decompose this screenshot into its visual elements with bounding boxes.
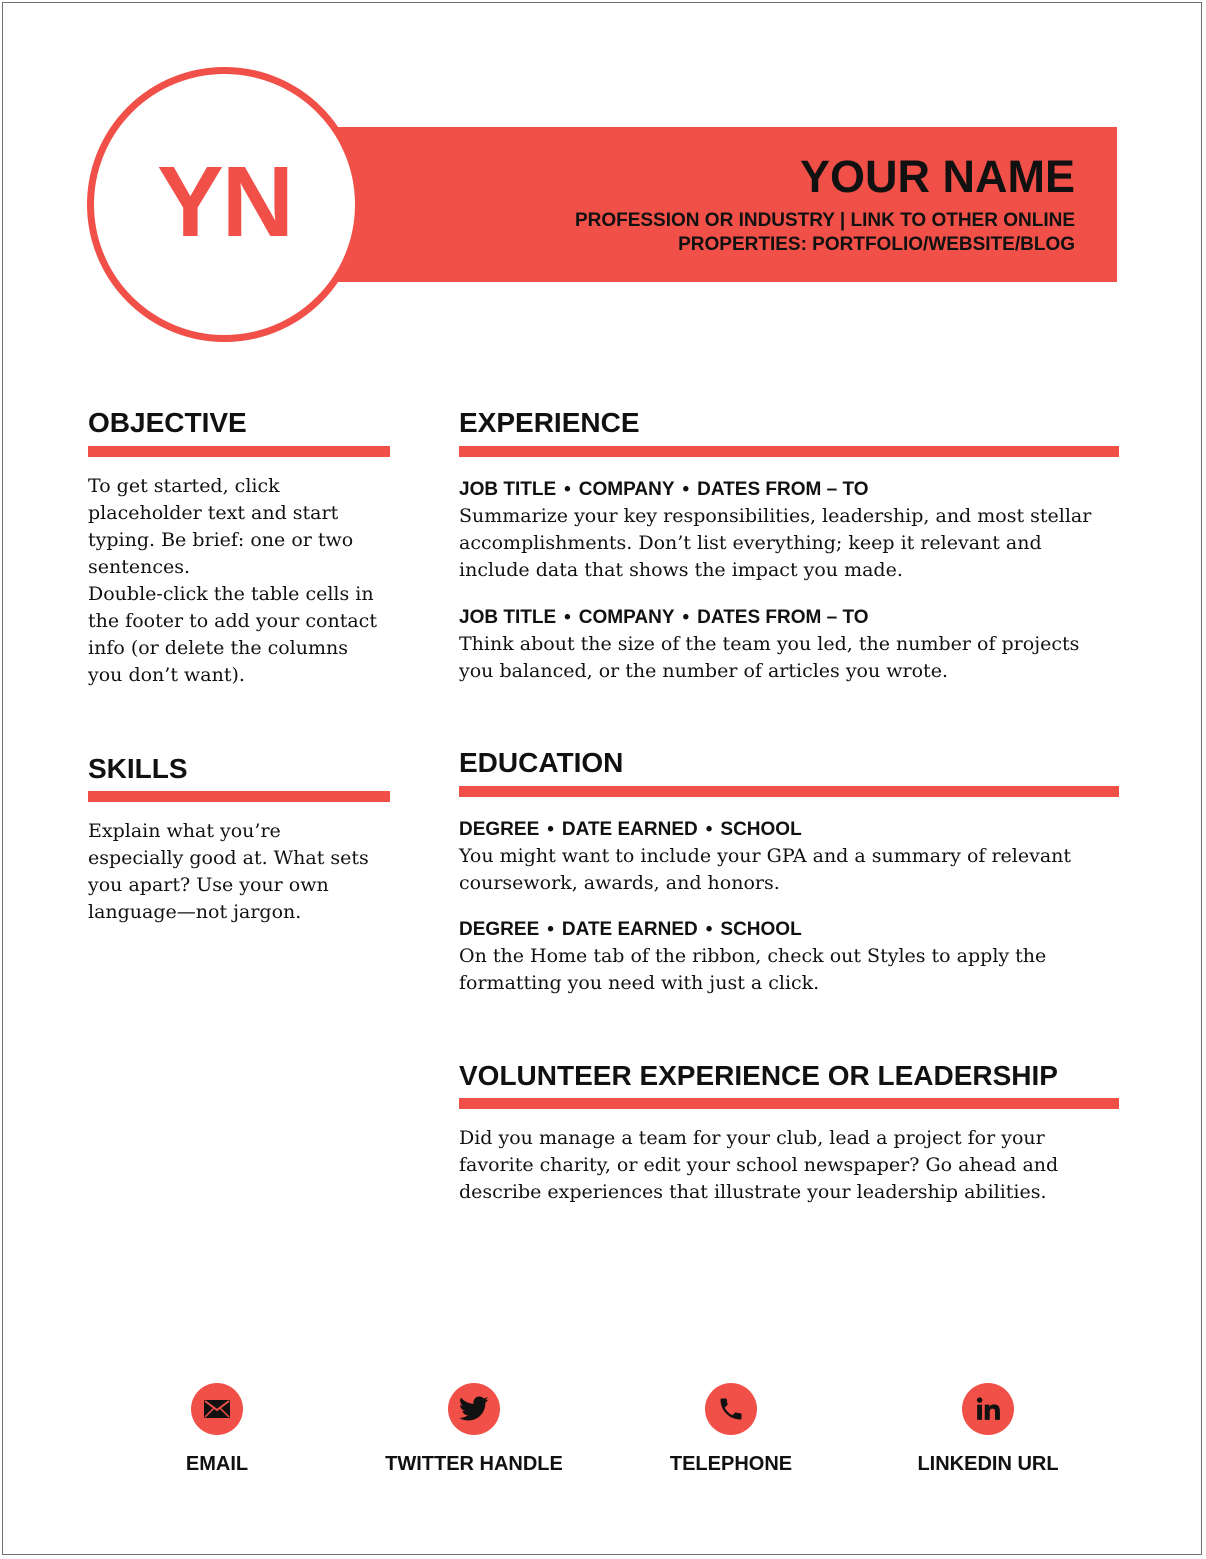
volunteer-rule (459, 1098, 1119, 1109)
volunteer-line: describe experiences that illustrate your leadership abilities. (459, 1181, 1047, 1203)
date-earned: DATE EARNED (561, 919, 698, 940)
tagline-line-1: PROFESSION OR INDUSTRY | LINK TO OTHER ONLINE (574, 210, 1075, 231)
bullet-separator: • (564, 607, 571, 628)
degree: DEGREE (459, 819, 540, 840)
objective-line: placeholder text and start (88, 502, 339, 524)
description-line: coursework, awards, and honors. (459, 872, 780, 894)
objective-line: To get started, click (88, 475, 280, 497)
experience-rule (459, 446, 1119, 457)
description-line: Summarize your key responsibilities, leadership, and most stellar (459, 505, 1092, 527)
volunteer-text[interactable] (459, 1125, 1139, 1206)
skills-rule (88, 791, 390, 802)
dates: DATES FROM – TO (697, 607, 869, 628)
contact-email[interactable] (87, 1383, 347, 1476)
job-title: JOB TITLE (459, 479, 557, 500)
date-earned: DATE EARNED (561, 819, 698, 840)
education-entry-description[interactable] (459, 943, 1139, 997)
education-entry-heading[interactable] (459, 818, 802, 842)
experience-entry-description[interactable] (459, 631, 1139, 685)
education-entry-heading[interactable] (459, 918, 802, 942)
twitter-icon (448, 1383, 500, 1435)
monogram-initials: YN (157, 145, 292, 258)
tagline-line-2: PROPERTIES: PORTFOLIO/WEBSITE/BLOG (678, 234, 1075, 255)
contact-label: EMAIL (185, 1453, 249, 1475)
contact-linkedin[interactable] (858, 1383, 1118, 1476)
school: SCHOOL (720, 919, 802, 940)
education-entry-description[interactable] (459, 843, 1139, 897)
description-line: Think about the size of the team you led, the number of projects (459, 633, 1080, 655)
skills-title: SKILLS (88, 753, 188, 784)
monogram-circle (87, 67, 362, 342)
volunteer-line: Did you manage a team for your club, lead a project for your (459, 1127, 1045, 1149)
skills-line: Explain what you’re (88, 820, 281, 842)
linkedin-icon (962, 1383, 1014, 1435)
skills-line: you apart? Use your own (88, 874, 329, 896)
objective-line: you don’t want). (88, 664, 245, 686)
name-title[interactable]: YOUR NAME (799, 151, 1075, 202)
experience-entry-heading[interactable] (459, 478, 869, 502)
bullet-separator: • (547, 819, 554, 840)
education-rule (459, 786, 1119, 797)
contact-label: LINKEDIN URL (917, 1453, 1059, 1475)
contact-twitter[interactable] (344, 1383, 604, 1476)
bullet-separator: • (705, 819, 713, 840)
contact-label: TELEPHONE (669, 1453, 793, 1475)
contact-label: TWITTER HANDLE (385, 1453, 563, 1475)
objective-line: the footer to add your contact (88, 610, 377, 632)
skills-text[interactable] (88, 818, 408, 926)
objective-text[interactable] (88, 473, 408, 689)
bullet-separator: • (564, 479, 571, 500)
email-icon (191, 1383, 243, 1435)
description-line: formatting you need with just a click. (459, 972, 820, 994)
school: SCHOOL (720, 819, 802, 840)
experience-entry-description[interactable] (459, 503, 1139, 584)
objective-line: sentences. (88, 556, 191, 578)
objective-line: typing. Be brief: one or two (88, 529, 354, 551)
contact-telephone[interactable] (601, 1383, 861, 1476)
telephone-icon (705, 1383, 757, 1435)
bullet-separator: • (682, 607, 690, 628)
bullet-separator: • (705, 919, 713, 940)
bullet-separator: • (682, 479, 690, 500)
tagline[interactable] (515, 209, 1075, 257)
volunteer-line: favorite charity, or edit your school newspaper? Go ahead and (459, 1154, 1059, 1176)
bullet-separator: • (547, 919, 554, 940)
dates: DATES FROM – TO (697, 479, 869, 500)
description-line: You might want to include your GPA and a summary of relevant (459, 845, 1072, 867)
objective-rule (88, 446, 390, 457)
experience-entry-heading[interactable] (459, 606, 869, 630)
company: COMPANY (578, 479, 675, 500)
skills-line: language—not jargon. (88, 901, 302, 923)
skills-line: especially good at. What sets (88, 847, 369, 869)
education-title: EDUCATION (459, 747, 624, 778)
job-title: JOB TITLE (459, 607, 557, 628)
objective-title: OBJECTIVE (88, 407, 247, 438)
degree: DEGREE (459, 919, 540, 940)
volunteer-title: VOLUNTEER EXPERIENCE OR LEADERSHIP (459, 1060, 1058, 1091)
experience-title: EXPERIENCE (459, 407, 640, 438)
objective-line: Double-click the table cells in (88, 583, 374, 605)
description-line: accomplishments. Don’t list everything; keep it relevant and (459, 532, 1042, 554)
company: COMPANY (578, 607, 675, 628)
description-line: On the Home tab of the ribbon, check out Styles to apply the (459, 945, 1047, 967)
objective-line: info (or delete the columns (88, 637, 348, 659)
description-line: you balanced, or the number of articles you wrote. (459, 660, 948, 682)
description-line: include data that shows the impact you made. (459, 559, 903, 581)
